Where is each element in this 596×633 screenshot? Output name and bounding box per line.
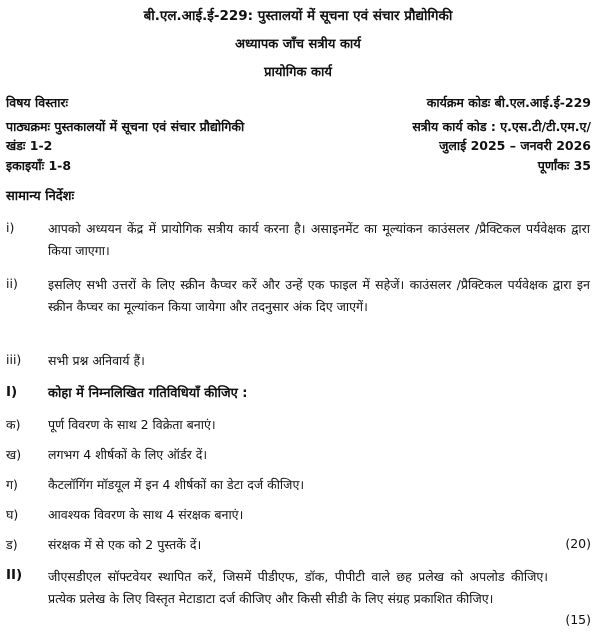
question-marker: II) (6, 567, 23, 583)
part-marker: ड) (6, 537, 18, 552)
meta-row-2 (6, 118, 591, 135)
session-period: जुलाई 2025 – जनवरी 2026 (439, 138, 591, 153)
meta-row-4 (6, 157, 591, 174)
part-marker: घ) (6, 507, 19, 522)
part-marker: ग) (6, 477, 18, 492)
unit-range: इकाइयाँः 1-8 (6, 158, 72, 173)
course-name: पाठ्यक्रमः पुस्तकालयों में सूचना एवं संचार प्रौद्योगिकी (6, 119, 245, 134)
subject-label: विषय विस्तारः (6, 95, 69, 110)
part-text: आवश्यक विवरण के साथ 4 संरक्षक बनाएं। (48, 507, 244, 522)
meta-row-3 (6, 137, 591, 154)
instructions-heading: सामान्य निर्देशः (6, 189, 75, 204)
question-marker: I) (6, 384, 18, 400)
block-range: खंडः 1-2 (6, 138, 53, 153)
max-marks: पूर्णांकः 35 (537, 158, 591, 173)
part-text: कैटलॉगिंग मॉडयूल में इन 4 शीर्षकों का डेटा दर्ज कीजिए। (48, 477, 305, 492)
instruction-text: इसलिए सभी उत्तरों के लिए स्क्रीन कैप्चर करें और उन्हें एक फाइल में सहेजें। काउंसलर /प्रैक्टिकल पर्यवेक्षक द्वारा इन स्क्रीन कैप्चर का मूल्यांकन किया जायेगा और तदनुसार अंक दिए जाएगें। (48, 277, 590, 314)
instruction-text: सभी प्रश्न अनिवार्य हैं। (48, 353, 145, 368)
question-text: कोहा में निम्नलिखित गतिविधियाँ कीजिए : (48, 386, 248, 401)
instruction-marker: i) (6, 220, 15, 235)
assignment-subtitle: अध्यापक जाँच सत्रीय कार्य (235, 37, 361, 52)
part-text: पूर्ण विवरण के साथ 2 विक्रेता बनाएं। (48, 417, 216, 432)
assignment-code: सत्रीय कार्य कोड : ए.एस.टी/टी.एम.ए/ (412, 119, 591, 134)
course-title: बी.एल.आई.ई-229: पुस्तालयों में सूचना एवं संचार प्रौद्योगिकी (143, 8, 453, 24)
part-text: लगभग 4 शीर्षकों के लिए ऑर्डर दें। (48, 447, 208, 462)
assignment-type: प्रायोगिक कार्य (264, 65, 332, 80)
part-marker: ख) (6, 447, 22, 462)
instruction-marker: iii) (6, 352, 22, 367)
instruction-text: आपको अध्ययन केंद्र में प्रायोगिक सत्रीय कार्य करना है। असाइनमेंट का मूल्यांकन काउंसलर /प्रैक्टिकल पर्यवेक्षक द्वारा किया जाएगा। (48, 221, 590, 258)
question-1-marks: (20) (565, 536, 591, 551)
part-text: संरक्षक में से एक को 2 पुस्तकें दें। (48, 537, 202, 552)
question-2-marks: (15) (565, 612, 591, 627)
programme-code: कार्यक्रम कोडः बी.एल.आई.ई-229 (426, 95, 591, 110)
question-text: जीएसडीएल सॉफ्टवेयर स्थापित करें, जिसमें पीडीएफ, डॉक, पीपीटी वाले छह प्रलेख को अपलोड कीजिए। प्रत्येक प्रलेख के लिए विस्तृत मेटाडाटा दर्ज कीजिए और किसी सीडी के लिए संग्रह प्रकाशित कीजिए। (48, 569, 548, 606)
part-marker: क) (6, 417, 21, 432)
instruction-marker: ii) (6, 276, 18, 291)
meta-row-1 (6, 94, 591, 111)
